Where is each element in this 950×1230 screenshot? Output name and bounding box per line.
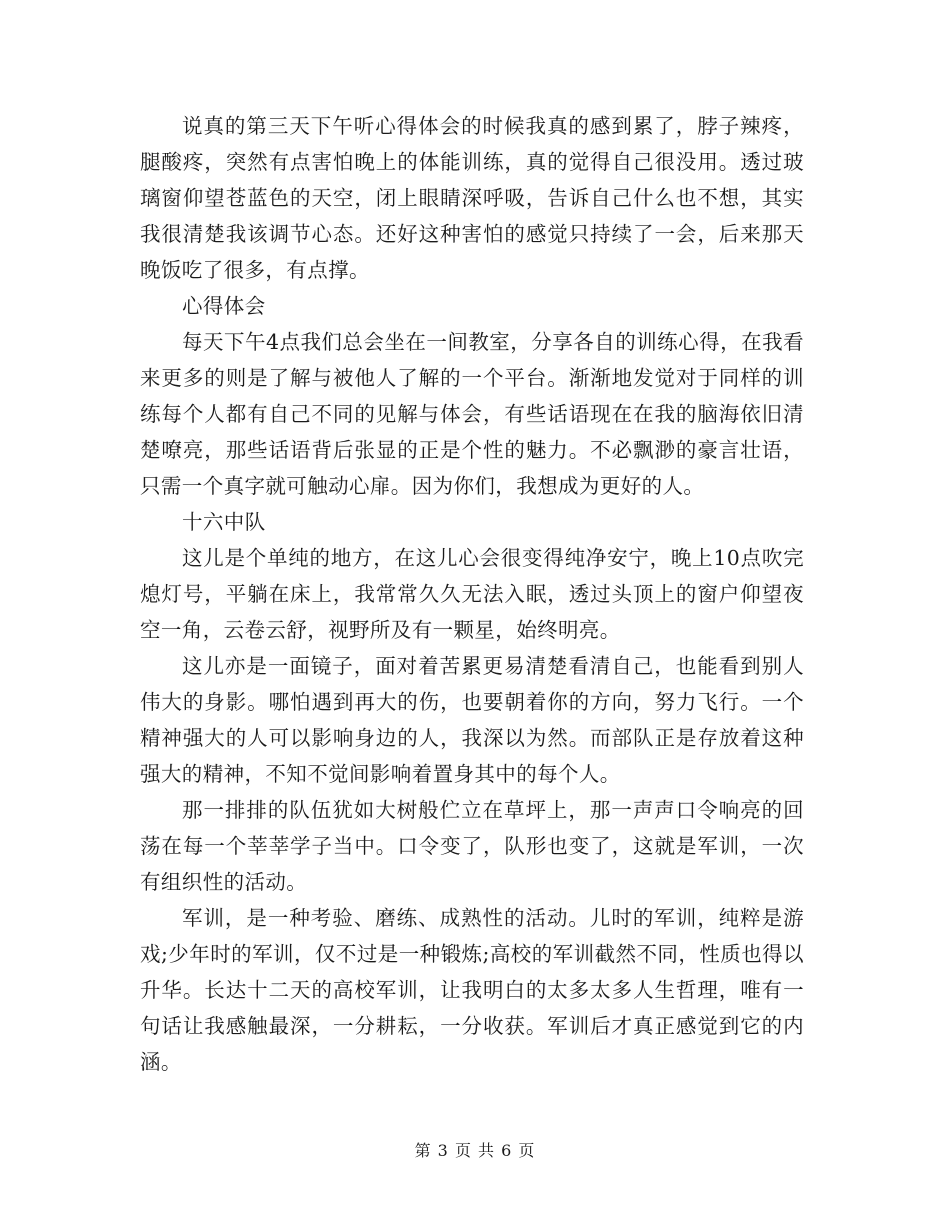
section-heading-squadron: 十六中队 — [182, 510, 266, 534]
paragraph-formation: 那一排排的队伍犹如大树般伫立在草坪上，那一声声口令响亮的回荡在每一个莘莘学子当中。口令变了，队形也变了，这就是军训，一次有组织性的活动。 — [140, 798, 804, 894]
paragraph-fatigue: 说真的第三天下午听心得体会的时候我真的感到累了，脖子辣疼，腿酸疼，突然有点害怕晚上的体能训练，真的觉得自己很没用。透过玻璃窗仰望苍蓝色的天空，闭上眼睛深呼吸，告诉自己什么也不想，其实我很清楚我该调节心态。还好这种害怕的感觉只持续了一会，后来那天晚饭吃了很多，有点撑。 — [140, 114, 804, 282]
paragraph-mirror: 这儿亦是一面镜子，面对着苦累更易清楚看清自己，也能看到别人伟大的身影。哪怕遇到再大的伤，也要朝着你的方向，努力飞行。一个精神强大的人可以影响身边的人，我深以为然。而部队正是存放着这种强大的精神，不知不觉间影响着置身其中的每个人。 — [140, 654, 804, 786]
document-body — [140, 108, 804, 1080]
page-number-footer: 第 3 页 共 6 页 — [414, 1141, 536, 1160]
section-heading-reflections: 心得体会 — [182, 294, 266, 318]
paragraph-simple-place: 这儿是个单纯的地方，在这儿心会很变得纯净安宁，晚上10点吹完熄灯号，平躺在床上，我常常久久无法入眠，透过头顶上的窗户仰望夜空一角，云卷云舒，视野所及有一颗星，始终明亮。 — [140, 546, 804, 642]
paragraph-sharing-session: 每天下午4点我们总会坐在一间教室，分享各自的训练心得，在我看来更多的则是了解与被他人了解的一个平台。渐渐地发觉对于同样的训练每个人都有自己不同的见解与体会，有些话语现在在我的脑海依旧清楚嘹亮，那些话语背后张显的正是个性的魅力。不必飘渺的豪言壮语，只需一个真字就可触动心扉。因为你们，我想成为更好的人。 — [140, 330, 804, 498]
paragraph-military-training: 军训，是一种考验、磨练、成熟性的活动。儿时的军训，纯粹是游戏;少年时的军训，仅不过是一种锻炼;高校的军训截然不同，性质也得以升华。长达十二天的高校军训，让我明白的太多太多人生哲理，唯有一句话让我感触最深，一分耕耘，一分收获。军训后才真正感觉到它的内涵。 — [140, 906, 804, 1074]
